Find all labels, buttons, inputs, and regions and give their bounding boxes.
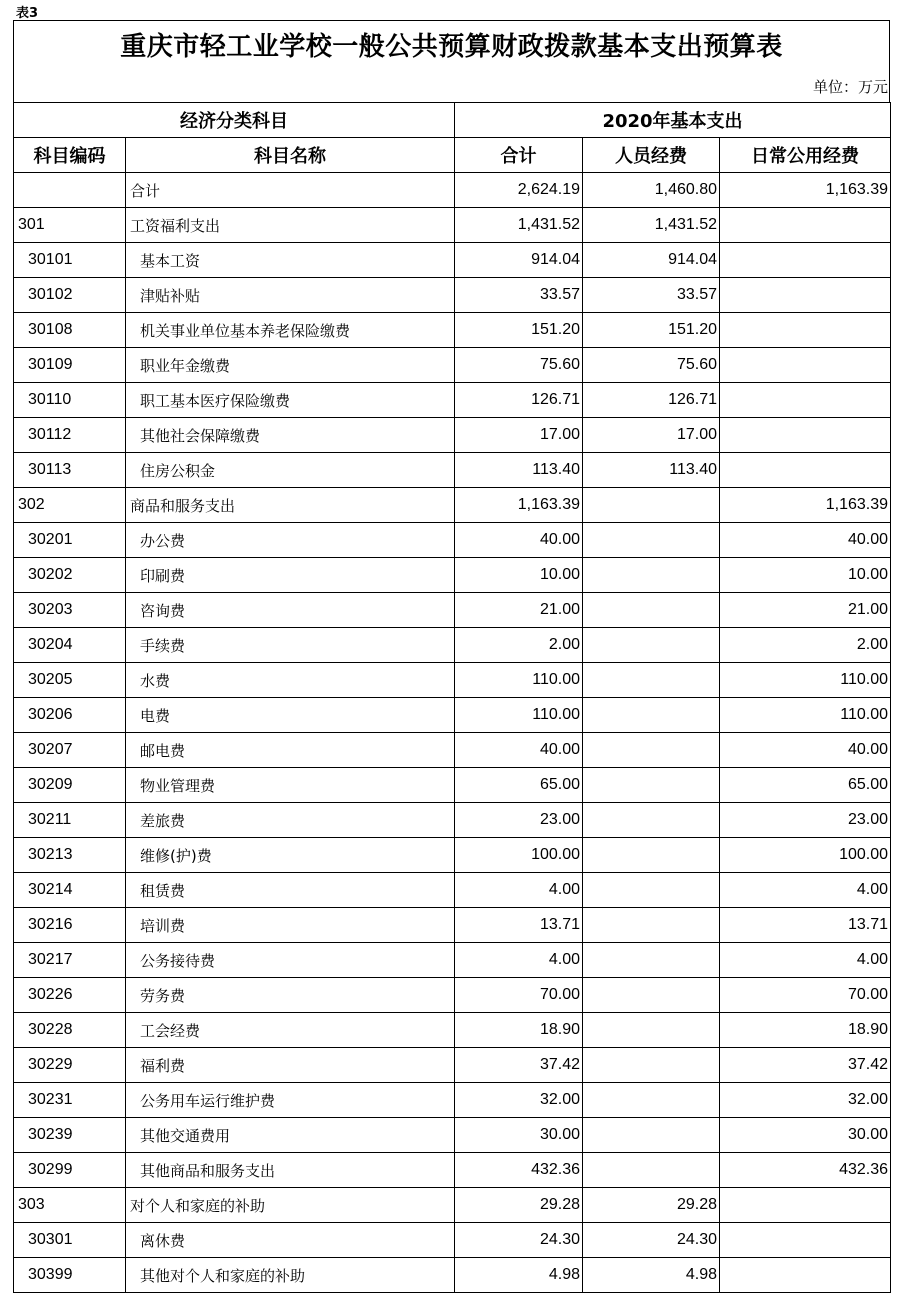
- cell-personnel-expense: 1,460.80: [583, 173, 720, 208]
- cell-total: 4.00: [455, 873, 583, 908]
- cell-total: 151.20: [455, 313, 583, 348]
- cell-total: 1,163.39: [455, 488, 583, 523]
- header-column-row: [14, 138, 891, 173]
- table-row: [14, 1048, 891, 1083]
- cell-daily-public-expense: 30.00: [720, 1118, 891, 1153]
- cell-daily-public-expense: 40.00: [720, 733, 891, 768]
- cell-subject-code: 30226: [14, 978, 126, 1013]
- cell-subject-name: 公务接待费: [126, 943, 455, 978]
- cell-total: 32.00: [455, 1083, 583, 1118]
- table-row: [14, 943, 891, 978]
- cell-subject-name: 津贴补贴: [126, 278, 455, 313]
- cell-subject-code: 30228: [14, 1013, 126, 1048]
- cell-daily-public-expense: 4.00: [720, 873, 891, 908]
- cell-subject-code: 30207: [14, 733, 126, 768]
- cell-personnel-expense: [583, 1048, 720, 1083]
- cell-daily-public-expense: 32.00: [720, 1083, 891, 1118]
- table-row: [14, 523, 891, 558]
- cell-daily-public-expense: 23.00: [720, 803, 891, 838]
- cell-subject-name: 基本工资: [126, 243, 455, 278]
- table-row: [14, 488, 891, 523]
- cell-total: 2,624.19: [455, 173, 583, 208]
- cell-subject-name: 维修(护)费: [126, 838, 455, 873]
- cell-personnel-expense: 914.04: [583, 243, 720, 278]
- cell-subject-name: 职工基本医疗保险缴费: [126, 383, 455, 418]
- cell-total: 23.00: [455, 803, 583, 838]
- cell-subject-name: 合计: [126, 173, 455, 208]
- cell-subject-code: [14, 173, 126, 208]
- cell-daily-public-expense: [720, 313, 891, 348]
- cell-subject-code: 30214: [14, 873, 126, 908]
- cell-subject-name: 物业管理费: [126, 768, 455, 803]
- cell-daily-public-expense: 13.71: [720, 908, 891, 943]
- cell-daily-public-expense: 432.36: [720, 1153, 891, 1188]
- cell-subject-name: 邮电费: [126, 733, 455, 768]
- cell-daily-public-expense: 40.00: [720, 523, 891, 558]
- cell-personnel-expense: [583, 1083, 720, 1118]
- header-subject-code: 科目编码: [14, 138, 126, 173]
- cell-daily-public-expense: 110.00: [720, 698, 891, 733]
- table-row: [14, 243, 891, 278]
- cell-personnel-expense: [583, 1118, 720, 1153]
- cell-total: 21.00: [455, 593, 583, 628]
- table-row: [14, 558, 891, 593]
- cell-daily-public-expense: 110.00: [720, 663, 891, 698]
- cell-total: 100.00: [455, 838, 583, 873]
- cell-subject-code: 30213: [14, 838, 126, 873]
- cell-subject-code: 301: [14, 208, 126, 243]
- cell-subject-name: 电费: [126, 698, 455, 733]
- cell-subject-name: 手续费: [126, 628, 455, 663]
- cell-subject-code: 30201: [14, 523, 126, 558]
- cell-daily-public-expense: [720, 348, 891, 383]
- table-row: [14, 698, 891, 733]
- cell-subject-code: 30102: [14, 278, 126, 313]
- cell-personnel-expense: [583, 838, 720, 873]
- cell-total: 110.00: [455, 663, 583, 698]
- cell-subject-code: 30301: [14, 1223, 126, 1258]
- table-row: [14, 1223, 891, 1258]
- cell-subject-code: 30203: [14, 593, 126, 628]
- cell-subject-name: 住房公积金: [126, 453, 455, 488]
- cell-subject-name: 其他对个人和家庭的补助: [126, 1258, 455, 1293]
- cell-total: 70.00: [455, 978, 583, 1013]
- cell-subject-code: 30211: [14, 803, 126, 838]
- cell-personnel-expense: [583, 733, 720, 768]
- cell-daily-public-expense: [720, 1258, 891, 1293]
- header-subject-name: 科目名称: [126, 138, 455, 173]
- table-row: [14, 733, 891, 768]
- cell-daily-public-expense: 10.00: [720, 558, 891, 593]
- cell-personnel-expense: 113.40: [583, 453, 720, 488]
- cell-subject-code: 30110: [14, 383, 126, 418]
- header-economic-classification: 经济分类科目: [14, 103, 455, 138]
- cell-daily-public-expense: [720, 1223, 891, 1258]
- table-row: [14, 313, 891, 348]
- cell-daily-public-expense: 18.90: [720, 1013, 891, 1048]
- cell-personnel-expense: [583, 943, 720, 978]
- cell-subject-name: 培训费: [126, 908, 455, 943]
- table-row: [14, 1153, 891, 1188]
- cell-total: 2.00: [455, 628, 583, 663]
- table-row: [14, 978, 891, 1013]
- cell-subject-name: 水费: [126, 663, 455, 698]
- table-row: [14, 838, 891, 873]
- cell-total: 18.90: [455, 1013, 583, 1048]
- cell-daily-public-expense: 1,163.39: [720, 173, 891, 208]
- header-daily-public-expense: 日常公用经费: [720, 138, 891, 173]
- header-group-row: [14, 103, 891, 138]
- cell-subject-name: 咨询费: [126, 593, 455, 628]
- cell-total: 1,431.52: [455, 208, 583, 243]
- cell-total: 75.60: [455, 348, 583, 383]
- cell-subject-code: 30209: [14, 768, 126, 803]
- cell-personnel-expense: 33.57: [583, 278, 720, 313]
- cell-personnel-expense: [583, 1153, 720, 1188]
- cell-subject-name: 工会经费: [126, 1013, 455, 1048]
- cell-subject-name: 差旅费: [126, 803, 455, 838]
- table-row: [14, 593, 891, 628]
- cell-personnel-expense: [583, 628, 720, 663]
- table-row: [14, 1258, 891, 1293]
- cell-subject-name: 公务用车运行维护费: [126, 1083, 455, 1118]
- table-row: [14, 453, 891, 488]
- cell-daily-public-expense: [720, 278, 891, 313]
- cell-total: 13.71: [455, 908, 583, 943]
- cell-daily-public-expense: [720, 208, 891, 243]
- cell-personnel-expense: [583, 488, 720, 523]
- cell-subject-code: 30299: [14, 1153, 126, 1188]
- cell-subject-name: 福利费: [126, 1048, 455, 1083]
- cell-personnel-expense: [583, 1013, 720, 1048]
- cell-subject-name: 办公费: [126, 523, 455, 558]
- cell-daily-public-expense: 70.00: [720, 978, 891, 1013]
- table-row: [14, 1188, 891, 1223]
- cell-total: 126.71: [455, 383, 583, 418]
- cell-personnel-expense: 75.60: [583, 348, 720, 383]
- table-number-label: 表3: [16, 6, 39, 21]
- cell-personnel-expense: [583, 593, 720, 628]
- cell-subject-code: 30205: [14, 663, 126, 698]
- cell-total: 24.30: [455, 1223, 583, 1258]
- cell-subject-code: 30217: [14, 943, 126, 978]
- cell-personnel-expense: 24.30: [583, 1223, 720, 1258]
- cell-total: 30.00: [455, 1118, 583, 1153]
- table-row: [14, 1013, 891, 1048]
- cell-subject-code: 30239: [14, 1118, 126, 1153]
- cell-subject-name: 其他交通费用: [126, 1118, 455, 1153]
- cell-daily-public-expense: [720, 1188, 891, 1223]
- cell-daily-public-expense: 100.00: [720, 838, 891, 873]
- cell-subject-code: 30231: [14, 1083, 126, 1118]
- cell-subject-name: 租赁费: [126, 873, 455, 908]
- cell-total: 4.00: [455, 943, 583, 978]
- cell-personnel-expense: 1,431.52: [583, 208, 720, 243]
- cell-personnel-expense: [583, 558, 720, 593]
- cell-subject-name: 其他商品和服务支出: [126, 1153, 455, 1188]
- table-row: [14, 873, 891, 908]
- cell-daily-public-expense: [720, 243, 891, 278]
- page-title: 重庆市轻工业学校一般公共预算财政拨款基本支出预算表: [120, 32, 783, 62]
- cell-daily-public-expense: [720, 453, 891, 488]
- cell-total: 10.00: [455, 558, 583, 593]
- cell-subject-code: 30229: [14, 1048, 126, 1083]
- cell-subject-code: 30109: [14, 348, 126, 383]
- table-row: [14, 348, 891, 383]
- cell-daily-public-expense: 21.00: [720, 593, 891, 628]
- cell-daily-public-expense: 65.00: [720, 768, 891, 803]
- cell-subject-name: 劳务费: [126, 978, 455, 1013]
- cell-total: 37.42: [455, 1048, 583, 1083]
- table-row: [14, 208, 891, 243]
- cell-subject-code: 30202: [14, 558, 126, 593]
- table-row: [14, 383, 891, 418]
- table-row: [14, 1083, 891, 1118]
- cell-subject-name: 职业年金缴费: [126, 348, 455, 383]
- cell-daily-public-expense: 2.00: [720, 628, 891, 663]
- cell-daily-public-expense: [720, 383, 891, 418]
- table-row: [14, 768, 891, 803]
- cell-subject-name: 机关事业单位基本养老保险缴费: [126, 313, 455, 348]
- cell-total: 29.28: [455, 1188, 583, 1223]
- table-row: [14, 173, 891, 208]
- cell-subject-code: 30112: [14, 418, 126, 453]
- cell-total: 110.00: [455, 698, 583, 733]
- cell-daily-public-expense: 4.00: [720, 943, 891, 978]
- cell-personnel-expense: [583, 768, 720, 803]
- cell-subject-name: 离休费: [126, 1223, 455, 1258]
- cell-subject-code: 30399: [14, 1258, 126, 1293]
- table-row: [14, 663, 891, 698]
- cell-subject-name: 印刷费: [126, 558, 455, 593]
- cell-personnel-expense: 126.71: [583, 383, 720, 418]
- cell-total: 914.04: [455, 243, 583, 278]
- cell-total: 113.40: [455, 453, 583, 488]
- cell-subject-code: 302: [14, 488, 126, 523]
- budget-table: [13, 102, 891, 1293]
- cell-subject-code: 303: [14, 1188, 126, 1223]
- cell-personnel-expense: 17.00: [583, 418, 720, 453]
- table-row: [14, 1118, 891, 1153]
- cell-daily-public-expense: [720, 418, 891, 453]
- cell-subject-name: 工资福利支出: [126, 208, 455, 243]
- cell-personnel-expense: [583, 978, 720, 1013]
- cell-total: 65.00: [455, 768, 583, 803]
- cell-total: 33.57: [455, 278, 583, 313]
- header-personnel-expense: 人员经费: [583, 138, 720, 173]
- cell-subject-code: 30216: [14, 908, 126, 943]
- table-row: [14, 628, 891, 663]
- cell-daily-public-expense: 37.42: [720, 1048, 891, 1083]
- cell-subject-name: 其他社会保障缴费: [126, 418, 455, 453]
- cell-daily-public-expense: 1,163.39: [720, 488, 891, 523]
- cell-total: 432.36: [455, 1153, 583, 1188]
- unit-label: 单位：万元: [812, 78, 888, 96]
- cell-subject-code: 30108: [14, 313, 126, 348]
- cell-personnel-expense: [583, 523, 720, 558]
- cell-personnel-expense: 4.98: [583, 1258, 720, 1293]
- cell-subject-code: 30101: [14, 243, 126, 278]
- cell-subject-code: 30113: [14, 453, 126, 488]
- table-row: [14, 418, 891, 453]
- cell-total: 40.00: [455, 523, 583, 558]
- cell-personnel-expense: [583, 873, 720, 908]
- cell-personnel-expense: [583, 698, 720, 733]
- table-row: [14, 908, 891, 943]
- cell-personnel-expense: 29.28: [583, 1188, 720, 1223]
- cell-personnel-expense: 151.20: [583, 313, 720, 348]
- cell-personnel-expense: [583, 908, 720, 943]
- cell-subject-code: 30206: [14, 698, 126, 733]
- cell-total: 4.98: [455, 1258, 583, 1293]
- header-basic-expenditure: 2020年基本支出: [455, 103, 891, 138]
- table-row: [14, 278, 891, 313]
- cell-personnel-expense: [583, 663, 720, 698]
- cell-personnel-expense: [583, 803, 720, 838]
- cell-subject-code: 30204: [14, 628, 126, 663]
- cell-total: 17.00: [455, 418, 583, 453]
- cell-subject-name: 对个人和家庭的补助: [126, 1188, 455, 1223]
- header-total: 合计: [455, 138, 583, 173]
- cell-total: 40.00: [455, 733, 583, 768]
- cell-subject-name: 商品和服务支出: [126, 488, 455, 523]
- table-row: [14, 803, 891, 838]
